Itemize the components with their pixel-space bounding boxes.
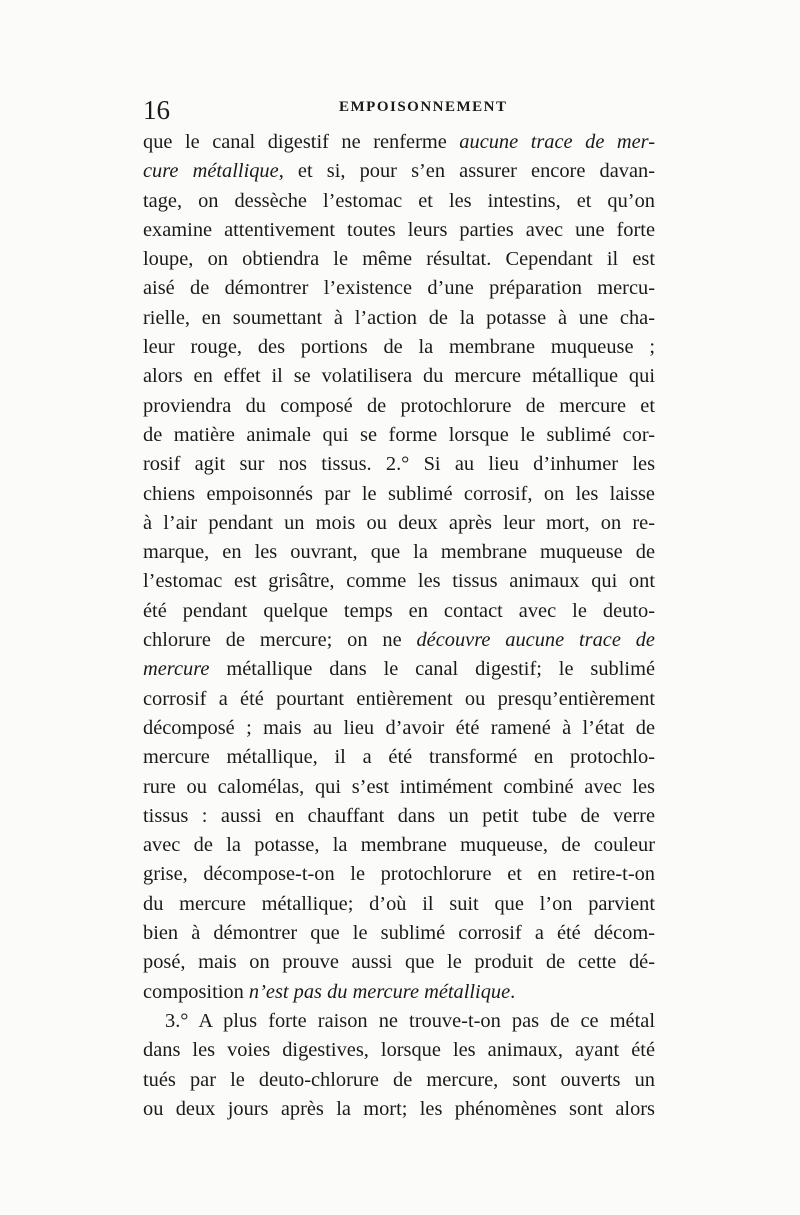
- text-line: [143, 216, 655, 245]
- running-head-title: EMPOISONNEMENT: [339, 99, 508, 115]
- text-line: [143, 1066, 655, 1095]
- text-line: [143, 274, 655, 303]
- text-line: [143, 567, 655, 596]
- text-segment: corrosif a été pourtant entièrement ou presqu’entièrement: [143, 687, 655, 710]
- text-segment: proviendra du composé de protochlorure de mercure et: [143, 394, 655, 417]
- text-segment: loupe, on obtiendra le même résultat. Cependant il est: [143, 248, 655, 271]
- text-segment: de matière animale qui se forme lorsque le sublimé cor-: [143, 423, 655, 446]
- text-line: [143, 860, 655, 889]
- text-segment: .: [510, 980, 516, 1003]
- text-line: [143, 655, 655, 684]
- running-head: [143, 95, 655, 125]
- text-line: [143, 538, 655, 567]
- text-line: [143, 245, 655, 274]
- body-text: [143, 128, 655, 1124]
- text-segment: dans les voies digestives, lorsque les animaux, ayant été: [143, 1039, 655, 1062]
- text-line: [143, 626, 655, 655]
- text-segment: tissus : aussi en chauffant dans un petit tube de verre: [143, 804, 655, 827]
- text-segment: 3.° A plus forte raison ne trouve-t-on pas de ce métal: [165, 1009, 655, 1032]
- text-segment: tage, on dessèche l’estomac et les intestins, et qu’on: [143, 189, 655, 212]
- text-segment: été pendant quelque temps en contact avec le deuto-: [143, 599, 655, 622]
- text-line: [143, 978, 655, 1007]
- text-segment: avec de la potasse, la membrane muqueuse, de couleur: [143, 834, 655, 857]
- text-line: [143, 480, 655, 509]
- text-segment: l’estomac est grisâtre, comme les tissus animaux qui ont: [143, 570, 655, 593]
- text-segment: marque, en les ouvrant, que la membrane muqueuse de: [143, 541, 655, 564]
- text-line: [143, 802, 655, 831]
- text-segment: chlorure de mercure; on ne: [143, 629, 417, 652]
- text-line: [143, 1095, 655, 1124]
- text-line: [143, 157, 655, 186]
- text-segment: aisé de démontrer l’existence d’une préparation mercu-: [143, 277, 655, 300]
- text-segment: métallique dans le canal digestif; le sublimé: [209, 658, 655, 681]
- text-segment: que le canal digestif ne renferme: [143, 131, 460, 153]
- text-line: [143, 773, 655, 802]
- text-line: [143, 1007, 655, 1036]
- text-line: [143, 743, 655, 772]
- text-segment: bien à démontrer que le sublimé corrosif a été décom-: [143, 922, 655, 945]
- text-line: [143, 421, 655, 450]
- text-segment: à l’air pendant un mois ou deux après leur mort, on re-: [143, 511, 655, 534]
- text-line: [143, 392, 655, 421]
- text-line: [143, 333, 655, 362]
- page-number: 16: [143, 95, 170, 125]
- text-segment: du mercure métallique; d’où il suit que l’on parvient: [143, 892, 655, 915]
- text-line: [143, 450, 655, 479]
- text-segment: ou deux jours après la mort; les phénomènes sont alors: [143, 1097, 655, 1120]
- italic-text: découvre aucune trace de: [416, 629, 655, 652]
- text-line: [143, 362, 655, 391]
- text-segment: rielle, en soumettant à l’action de la potasse à une cha-: [143, 306, 655, 329]
- text-segment: rure ou calomélas, qui s’est intimément combiné avec les: [143, 775, 655, 798]
- text-segment: chiens empoisonnés par le sublimé corrosif, on les laisse: [143, 482, 655, 505]
- text-line: [143, 919, 655, 948]
- text-line: [143, 509, 655, 538]
- text-segment: mercure métallique, il a été transformé en protochlo-: [143, 746, 655, 769]
- text-segment: décomposé ; mais au lieu d’avoir été ramené à l’état de: [143, 716, 655, 739]
- italic-text: aucune trace de mer-: [459, 131, 655, 153]
- text-line: [143, 1036, 655, 1065]
- text-line: [143, 128, 655, 157]
- text-line: [143, 890, 655, 919]
- italic-text: cure métallique: [143, 160, 279, 183]
- italic-text: n’est pas du mercure métallique: [248, 980, 511, 1003]
- text-segment: alors en effet il se volatilisera du mercure métallique qui: [143, 365, 655, 388]
- text-segment: rosif agit sur nos tissus. 2.° Si au lieu d’inhumer les: [143, 453, 655, 476]
- text-segment: tués par le deuto-chlorure de mercure, sont ouverts un: [143, 1068, 655, 1091]
- text-segment: posé, mais on prouve aussi que le produit de cette dé-: [143, 951, 655, 974]
- text-line: [143, 597, 655, 626]
- text-line: [143, 948, 655, 977]
- text-segment: , et si, pour s’en assurer encore davan-: [278, 160, 655, 183]
- text-segment: grise, décompose-t-on le protochlorure et en retire-t-on: [143, 863, 655, 886]
- text-line: [143, 304, 655, 333]
- italic-text: mercure: [143, 658, 210, 681]
- text-line: [143, 831, 655, 860]
- text-line: [143, 187, 655, 216]
- text-segment: leur rouge, des portions de la membrane muqueuse ;: [143, 336, 655, 359]
- text-segment: examine attentivement toutes leurs parties avec une forte: [143, 218, 655, 241]
- text-segment: composition: [143, 980, 249, 1003]
- text-line: [143, 714, 655, 743]
- text-line: [143, 685, 655, 714]
